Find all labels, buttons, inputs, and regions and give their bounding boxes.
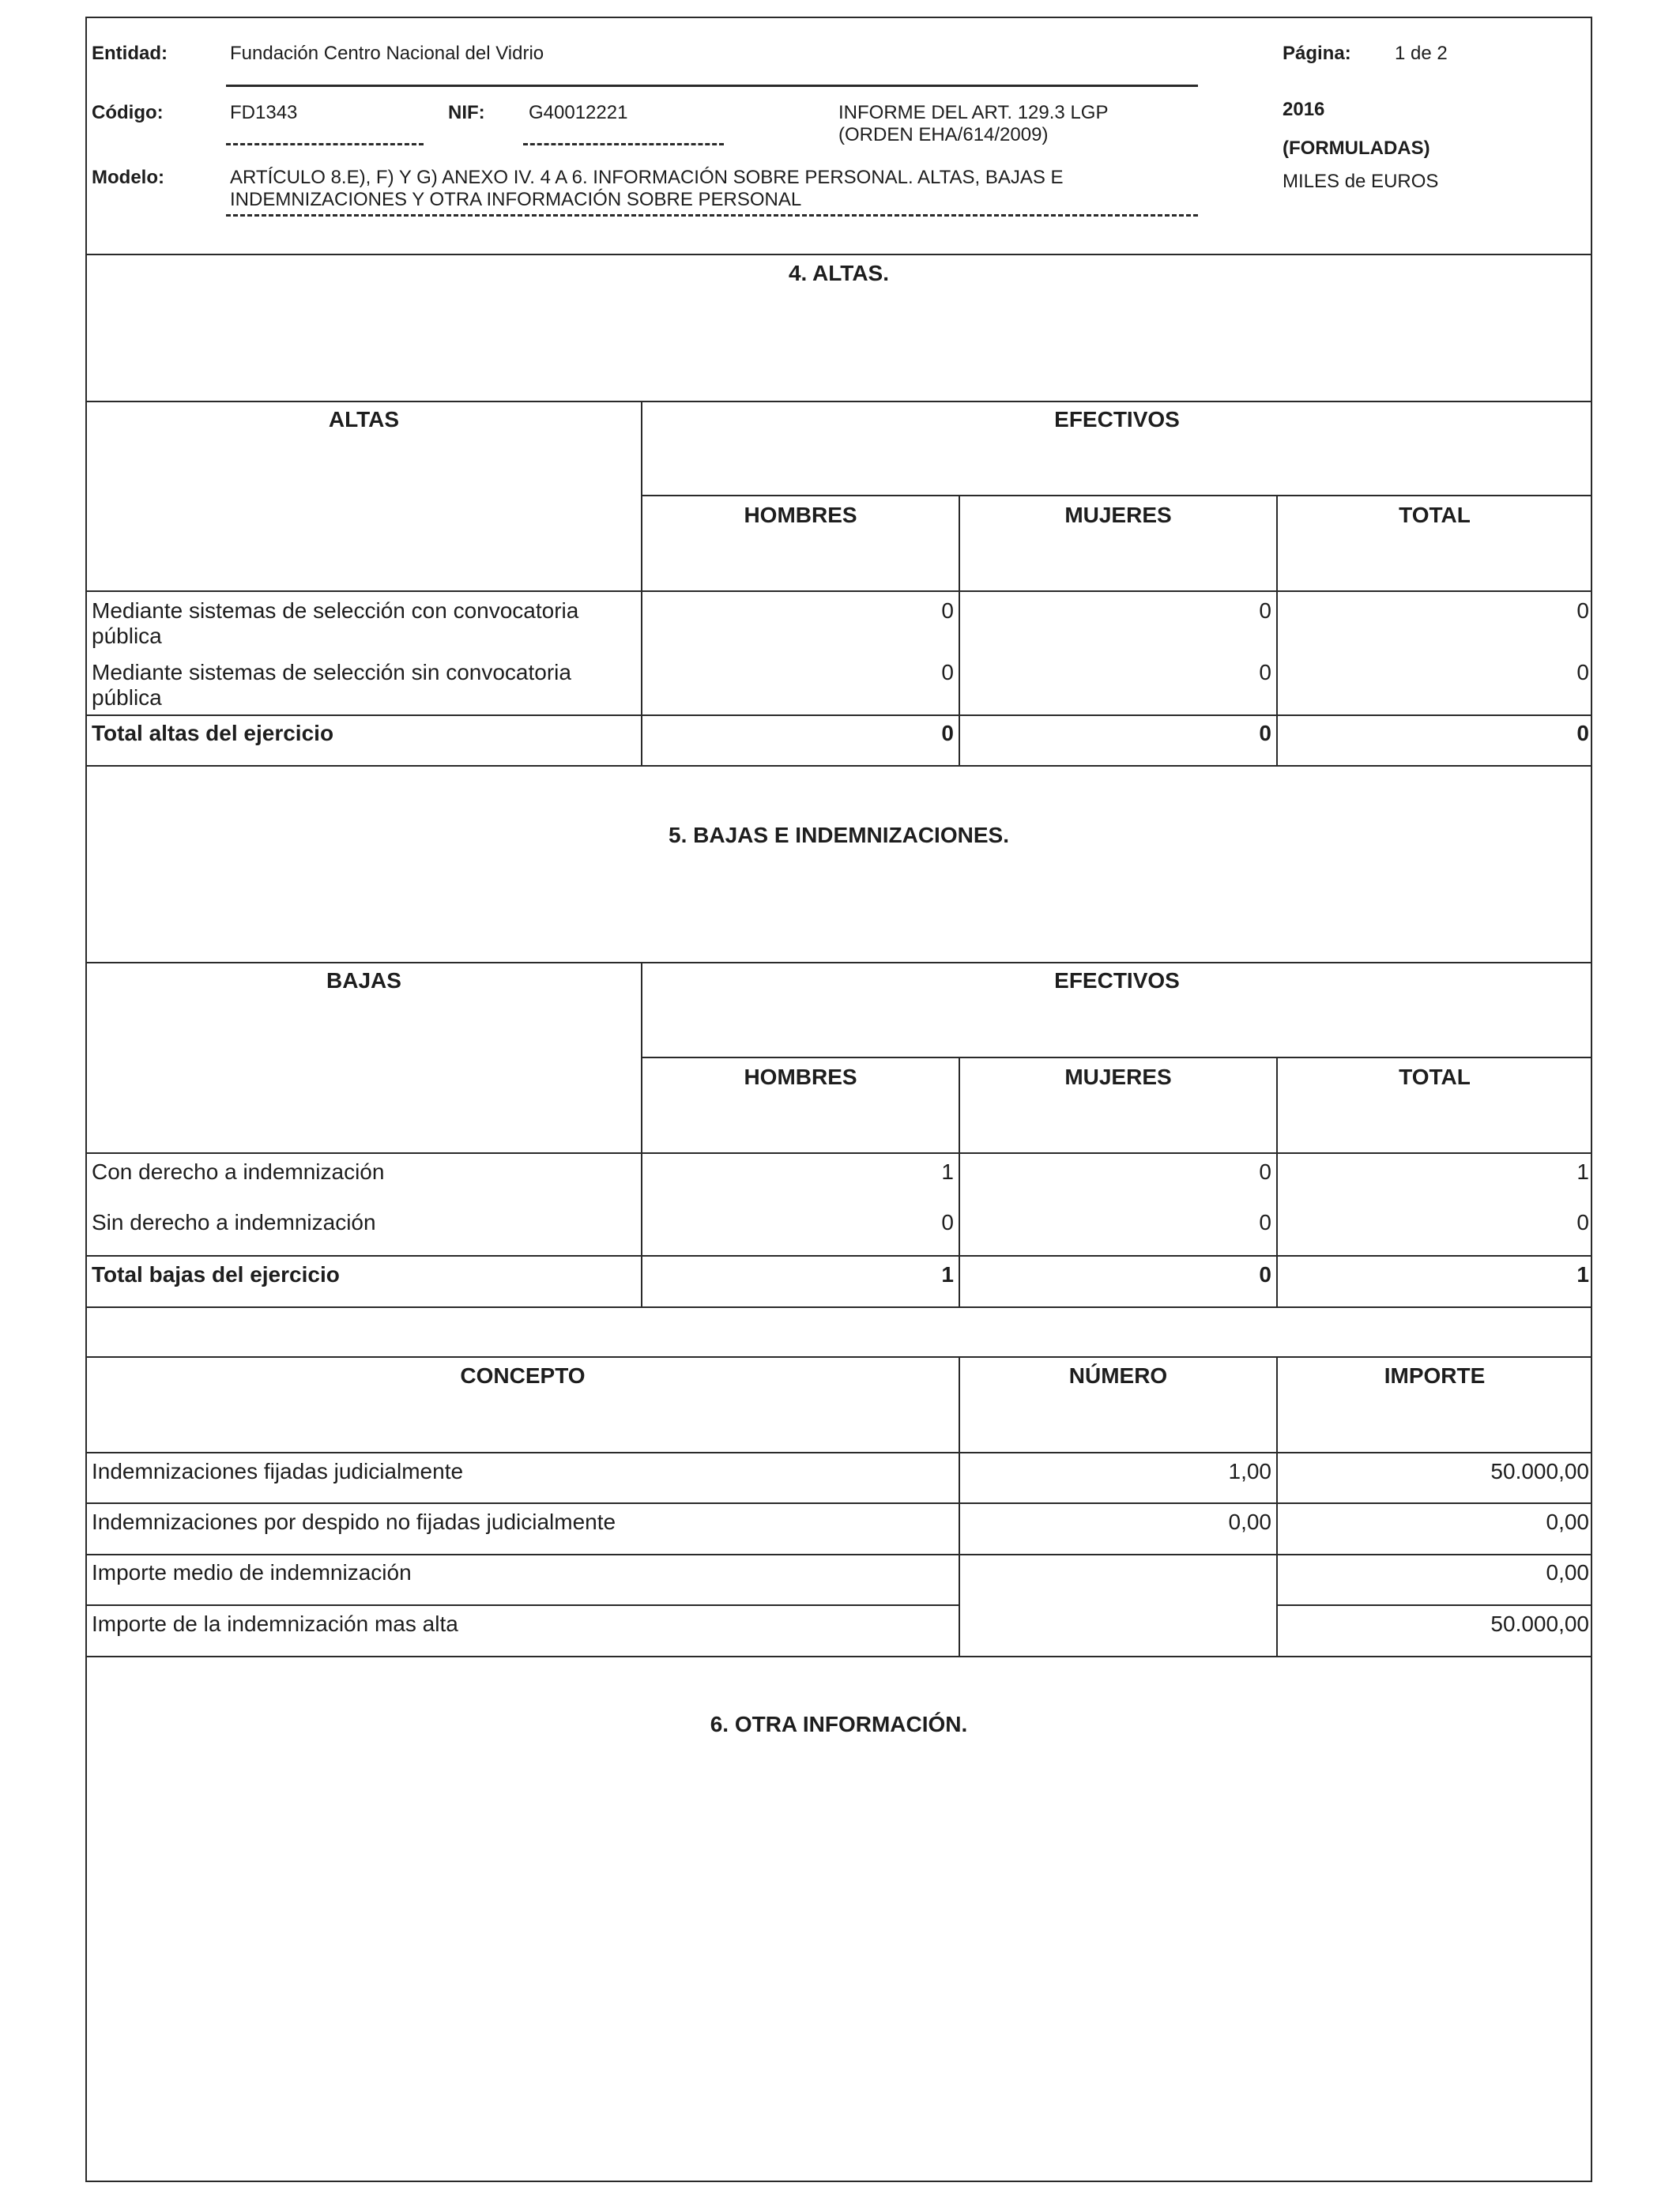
indem-row-importe: 50.000,00 <box>1490 1612 1589 1636</box>
indem-row-label: Importe de la indemnización mas alta <box>92 1612 458 1636</box>
indem-col-concepto: CONCEPTO <box>460 1363 586 1388</box>
nif-label: NIF: <box>448 102 485 123</box>
altas-col-efectivos: EFECTIVOS <box>1054 407 1180 432</box>
indem-row-importe: 0,00 <box>1546 1560 1589 1585</box>
altas-section-title: 4. ALTAS. <box>788 261 890 285</box>
indem-row-label: Importe medio de indemnización <box>92 1560 412 1585</box>
modelo-underline <box>226 214 1198 217</box>
pagina-value: 1 de 2 <box>1395 43 1448 64</box>
rule <box>86 1502 1591 1504</box>
rule <box>86 1554 1591 1555</box>
rule <box>86 254 1591 255</box>
indem-row-label: Indemnizaciones por despido no fijadas judicialmente <box>92 1510 616 1534</box>
bajas-row-hombres: 1 <box>941 1159 954 1184</box>
rule <box>641 1057 1591 1058</box>
altas-col-altas: ALTAS <box>328 407 400 432</box>
rule <box>86 714 1591 716</box>
nif-underline <box>523 143 724 145</box>
altas-row-label: pública <box>92 624 162 648</box>
bajas-row-mujeres: 0 <box>1259 1210 1271 1235</box>
altas-row-label: pública <box>92 685 162 710</box>
entidad-value: Fundación Centro Nacional del Vidrio <box>230 43 544 64</box>
altas-row-hombres: 0 <box>941 598 954 623</box>
codigo-label: Código: <box>92 102 164 123</box>
year-label: 2016 <box>1283 99 1325 120</box>
entidad-label: Entidad: <box>92 43 168 64</box>
rule <box>86 765 1591 767</box>
indem-col-importe: IMPORTE <box>1384 1363 1486 1388</box>
indem-row-numero: 0,00 <box>1228 1510 1271 1534</box>
codigo-value: FD1343 <box>230 102 298 123</box>
bajas-row-mujeres: 0 <box>1259 1159 1271 1184</box>
bajas-row-label: Sin derecho a indemnización <box>92 1210 376 1235</box>
rule <box>641 495 1591 496</box>
miles-euros-label: MILES de EUROS <box>1283 171 1439 192</box>
rule <box>86 1452 1591 1453</box>
bajas-total-label: Total bajas del ejercicio <box>92 1262 340 1287</box>
altas-total-total: 0 <box>1576 721 1589 745</box>
altas-col-total: TOTAL <box>1399 503 1471 527</box>
altas-col-hombres: HOMBRES <box>744 503 857 527</box>
rule <box>641 401 642 765</box>
informe-line1: INFORME DEL ART. 129.3 LGP <box>838 102 1109 123</box>
nif-value: G40012221 <box>529 102 628 123</box>
rule <box>86 401 1591 402</box>
pagina-label: Página: <box>1283 43 1351 64</box>
modelo-line2: INDEMNIZACIONES Y OTRA INFORMACIÓN SOBRE PERSONAL <box>230 189 802 210</box>
indem-row-importe: 50.000,00 <box>1490 1459 1589 1483</box>
bajas-col-mujeres: MUJERES <box>1064 1065 1172 1089</box>
rule <box>86 1604 959 1606</box>
rule <box>1276 495 1278 765</box>
rule <box>1276 1057 1278 1306</box>
informe-line2: (ORDEN EHA/614/2009) <box>838 124 1049 145</box>
bajas-col-bajas: BAJAS <box>326 968 401 993</box>
altas-row-total: 0 <box>1576 598 1589 623</box>
bajas-row-total: 1 <box>1576 1159 1589 1184</box>
bajas-total-total: 1 <box>1576 1262 1589 1287</box>
indem-row-label: Indemnizaciones fijadas judicialmente <box>92 1459 464 1483</box>
indem-col-numero: NÚMERO <box>1068 1363 1168 1388</box>
indem-row-importe: 0,00 <box>1546 1510 1589 1534</box>
altas-row-mujeres: 0 <box>1259 598 1271 623</box>
rule <box>86 962 1591 963</box>
rule <box>86 1152 1591 1154</box>
formuladas-label: (FORMULADAS) <box>1283 138 1430 159</box>
rule <box>959 495 960 765</box>
rule <box>1276 1356 1278 1656</box>
bajas-row-label: Con derecho a indemnización <box>92 1159 385 1184</box>
altas-row-label: Mediante sistemas de selección con convocatoria <box>92 598 579 623</box>
modelo-label: Modelo: <box>92 167 164 188</box>
rule <box>959 1356 960 1656</box>
bajas-row-total: 0 <box>1576 1210 1589 1235</box>
rule <box>86 1356 1591 1358</box>
altas-row-label: Mediante sistemas de selección sin convocatoria <box>92 660 571 684</box>
rule <box>1276 1604 1591 1606</box>
bajas-col-total: TOTAL <box>1399 1065 1471 1089</box>
rule <box>959 1057 960 1306</box>
bajas-col-hombres: HOMBRES <box>744 1065 857 1089</box>
altas-row-hombres: 0 <box>941 660 954 684</box>
modelo-line1: ARTÍCULO 8.E), F) Y G) ANEXO IV. 4 A 6. INFORMACIÓN SOBRE PERSONAL. ALTAS, BAJAS E <box>230 167 1064 188</box>
altas-total-hombres: 0 <box>941 721 954 745</box>
rule <box>86 1656 1591 1657</box>
bajas-col-efectivos: EFECTIVOS <box>1054 968 1180 993</box>
bajas-total-mujeres: 0 <box>1259 1262 1271 1287</box>
codigo-underline <box>226 143 424 145</box>
rule <box>86 590 1591 592</box>
bajas-row-hombres: 0 <box>941 1210 954 1235</box>
rule <box>86 1306 1591 1308</box>
indem-row-numero: 1,00 <box>1228 1459 1271 1483</box>
bajas-total-hombres: 1 <box>941 1262 954 1287</box>
altas-col-mujeres: MUJERES <box>1064 503 1172 527</box>
otra-section-title: 6. OTRA INFORMACIÓN. <box>710 1712 968 1736</box>
rule <box>86 1255 1591 1257</box>
altas-row-total: 0 <box>1576 660 1589 684</box>
altas-total-label: Total altas del ejercicio <box>92 721 334 745</box>
altas-total-mujeres: 0 <box>1259 721 1271 745</box>
header-divider <box>226 85 1198 87</box>
bajas-section-title: 5. BAJAS E INDEMNIZACIONES. <box>669 823 1009 847</box>
altas-row-mujeres: 0 <box>1259 660 1271 684</box>
page-frame <box>85 17 1592 2182</box>
